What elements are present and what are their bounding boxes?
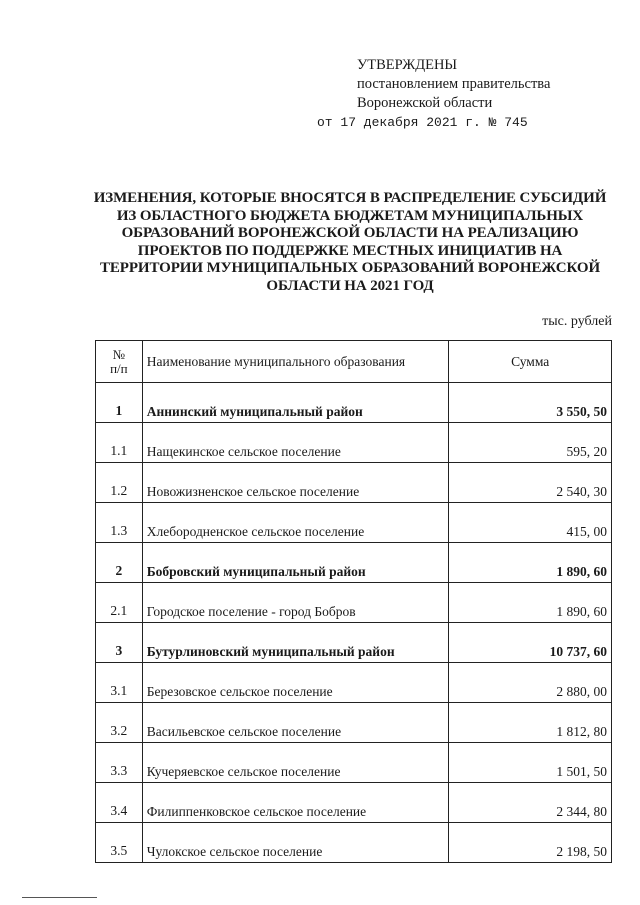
header-number-pp: п/п xyxy=(110,360,128,376)
table-row xyxy=(96,463,612,503)
approval-heading: УТВЕРЖДЕНЫ xyxy=(357,57,458,73)
row-number: 3.2 xyxy=(96,703,143,743)
approval-authority: постановлением правительства xyxy=(357,76,551,92)
table-row xyxy=(96,423,612,463)
row-name: Бобровский муниципальный район xyxy=(142,543,449,583)
row-name: Новожизненское сельское поселение xyxy=(142,463,449,503)
row-sum: 1 812, 80 xyxy=(449,703,612,743)
approval-stamp xyxy=(317,56,551,132)
row-name: Чулокское сельское поселение xyxy=(142,823,449,863)
row-sum: 2 198, 50 xyxy=(449,823,612,863)
row-name: Березовское сельское поселение xyxy=(142,663,449,703)
row-number: 2.1 xyxy=(96,583,143,623)
table-row xyxy=(96,783,612,823)
header-sum: Сумма xyxy=(449,341,612,383)
row-name: Хлебородненское сельское поселение xyxy=(142,503,449,543)
table-header-row xyxy=(96,341,612,383)
row-name: Филиппенковское сельское поселение xyxy=(142,783,449,823)
row-sum: 3 550, 50 xyxy=(449,383,612,423)
unit-label: тыс. рублей xyxy=(542,314,612,329)
subsidy-table xyxy=(95,340,612,863)
row-number: 3 xyxy=(96,623,143,663)
row-name: Васильевское сельское поселение xyxy=(142,703,449,743)
row-sum: 10 737, 60 xyxy=(449,623,612,663)
table-row xyxy=(96,823,612,863)
table-row xyxy=(96,583,612,623)
table-row xyxy=(96,743,612,783)
row-sum: 2 540, 30 xyxy=(449,463,612,503)
row-name: Городское поселение - город Бобров xyxy=(142,583,449,623)
row-name: Бутурлиновский муниципальный район xyxy=(142,623,449,663)
row-sum: 2 344, 80 xyxy=(449,783,612,823)
table-row xyxy=(96,503,612,543)
table-row xyxy=(96,663,612,703)
row-sum: 1 890, 60 xyxy=(449,583,612,623)
row-name: Нащекинское сельское поселение xyxy=(142,423,449,463)
row-number: 2 xyxy=(96,543,143,583)
row-sum: 1 890, 60 xyxy=(449,543,612,583)
row-number: 1.3 xyxy=(96,503,143,543)
row-number: 3.1 xyxy=(96,663,143,703)
row-sum: 415, 00 xyxy=(449,503,612,543)
header-number-sign: № xyxy=(112,346,126,362)
row-name: Аннинский муниципальный район xyxy=(142,383,449,423)
row-number: 1 xyxy=(96,383,143,423)
table-row xyxy=(96,623,612,663)
approval-date-number: от 17 декабря 2021 г. № 745 xyxy=(317,115,528,130)
row-number: 1.2 xyxy=(96,463,143,503)
document-title: ИЗМЕНЕНИЯ, КОТОРЫЕ ВНОСЯТСЯ В РАСПРЕДЕЛЕНИЕ СУБСИДИЙ ИЗ ОБЛАСТНОГО БЮДЖЕТА БЮДЖЕТАМ МУНИЦИПАЛЬНЫХ ОБРАЗОВАНИЙ ВОРОНЕЖСКОЙ ОБЛАСТИ НА РЕАЛИЗАЦИЮ ПРОЕКТОВ ПО ПОДДЕРЖКЕ МЕСТНЫХ ИНИЦИАТИВ НА ТЕРРИТОРИИ МУНИЦИПАЛЬНЫХ ОБРАЗОВАНИЙ ВОРОНЕЖСКОЙ ОБЛАСТИ НА 2021 ГОД xyxy=(93,190,607,294)
footnote-divider xyxy=(22,897,97,898)
row-number: 3.4 xyxy=(96,783,143,823)
header-number xyxy=(96,341,143,383)
row-sum: 595, 20 xyxy=(449,423,612,463)
table-row xyxy=(96,543,612,583)
approval-region: Воронежской области xyxy=(357,95,493,111)
row-number: 3.5 xyxy=(96,823,143,863)
row-sum: 2 880, 00 xyxy=(449,663,612,703)
row-number: 1.1 xyxy=(96,423,143,463)
table-row xyxy=(96,703,612,743)
header-name: Наименование муниципального образования xyxy=(142,341,449,383)
row-sum: 1 501, 50 xyxy=(449,743,612,783)
table-row xyxy=(96,383,612,423)
row-name: Кучеряевское сельское поселение xyxy=(142,743,449,783)
row-number: 3.3 xyxy=(96,743,143,783)
